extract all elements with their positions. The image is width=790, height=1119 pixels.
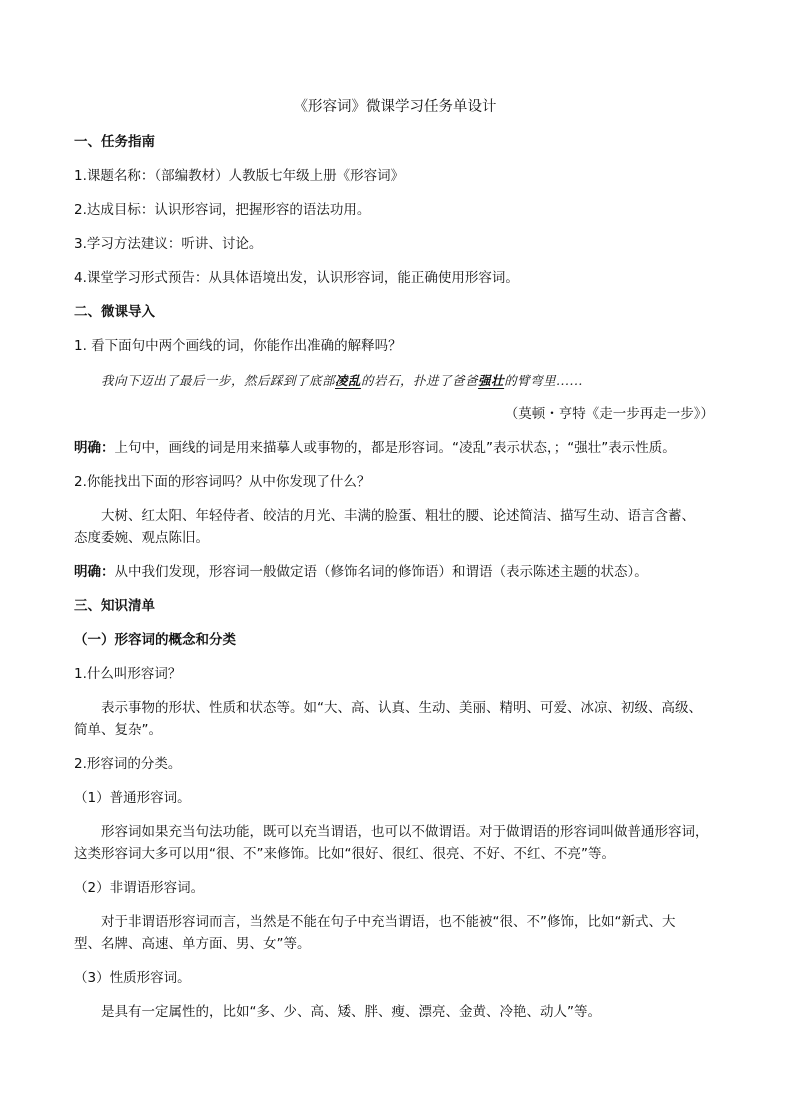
- section-heading-intro: 二、微课导入: [74, 304, 155, 320]
- list-item-course-name: 1.课题名称：（部编教材）人教版七年级上册《形容词》: [74, 168, 405, 184]
- section-heading-knowledge: 三、知识清单: [74, 598, 155, 614]
- underlined-word-2: 强壮: [478, 373, 505, 388]
- knowledge-item-1-text-line-2: 简单、复杂”。: [74, 722, 162, 738]
- quote-source: （莫顿・亨特《走一步再走一步》）: [504, 406, 714, 422]
- category-1: （1）普通形容词。: [74, 790, 191, 806]
- list-item-method: 3.学习方法建议：听讲、讨论。: [74, 236, 263, 252]
- category-2: （2）非谓语形容词。: [74, 880, 205, 896]
- subsection-heading-concept: （一）形容词的概念和分类: [74, 632, 236, 648]
- document-title: 《形容词》微课学习任务单设计: [293, 99, 497, 115]
- clarification-1: 明确：上句中，画线的词是用来描摹人或事物的，都是形容词。“凌乱”表示状态，；“强壮”表示性质。: [74, 440, 676, 456]
- question-2-text-line-2: 态度委婉、观点陈旧。: [74, 530, 209, 546]
- knowledge-item-2: 2.形容词的分类。: [74, 756, 182, 772]
- category-3-text-line-1: 是具有一定属性的，比如“多、少、高、矮、胖、瘦、漂亮、金黄、冷艳、动人”等。: [101, 1004, 601, 1020]
- knowledge-item-1: 1.什么叫形容词？: [74, 666, 182, 682]
- category-2-text-line-2: 型、名牌、高速、单方面、男、女”等。: [74, 936, 311, 952]
- question-2: 2.你能找出下面的形容词吗？从中你发现了什么？: [74, 474, 371, 490]
- question-2-text-line-1: 大树、红太阳、年轻侍者、皎洁的月光、丰满的脸蛋、粗壮的腰、论述简洁、描写生动、语言含蓄、: [101, 508, 695, 524]
- underlined-word-1: 凌乱: [335, 373, 362, 388]
- knowledge-item-1-text-line-1: 表示事物的形状、性质和状态等。如“大、高、认真、生动、美丽、精明、可爱、冰凉、初级、高级、: [101, 700, 702, 716]
- quote-sentence: 我向下迈出了最后一步，然后踩到了底部凌乱的岩石，扑进了爸爸强壮的臂弯里......: [101, 373, 583, 388]
- category-1-text-line-2: 这类形容词大多可以用“很、不”来修饰。比如“很好、很红、很亮、不好、不红、不亮”等。: [74, 846, 615, 862]
- section-heading-task-guide: 一、任务指南: [74, 134, 155, 150]
- category-3: （3）性质形容词。: [74, 970, 191, 986]
- list-item-goal: 2.达成目标：认识形容词，把握形容的语法功用。: [74, 202, 371, 218]
- category-1-text-line-1: 形容词如果充当句法功能，既可以充当谓语，也可以不做谓语。对于做谓语的形容词叫做普通形容词，: [101, 824, 709, 840]
- list-item-form: 4.课堂学习形式预告：从具体语境出发，认识形容词，能正确使用形容词。: [74, 270, 519, 286]
- clarification-2: 明确：从中我们发现，形容词一般做定语（修饰名词的修饰语）和谓语（表示陈述主题的状态）。: [74, 564, 648, 580]
- question-1: 1. 看下面句中两个画线的词，你能作出准确的解释吗？: [74, 338, 402, 354]
- category-2-text-line-1: 对于非谓语形容词而言，当然是不能在句子中充当谓语，也不能被“很、不”修饰，比如“新式、大: [101, 914, 676, 930]
